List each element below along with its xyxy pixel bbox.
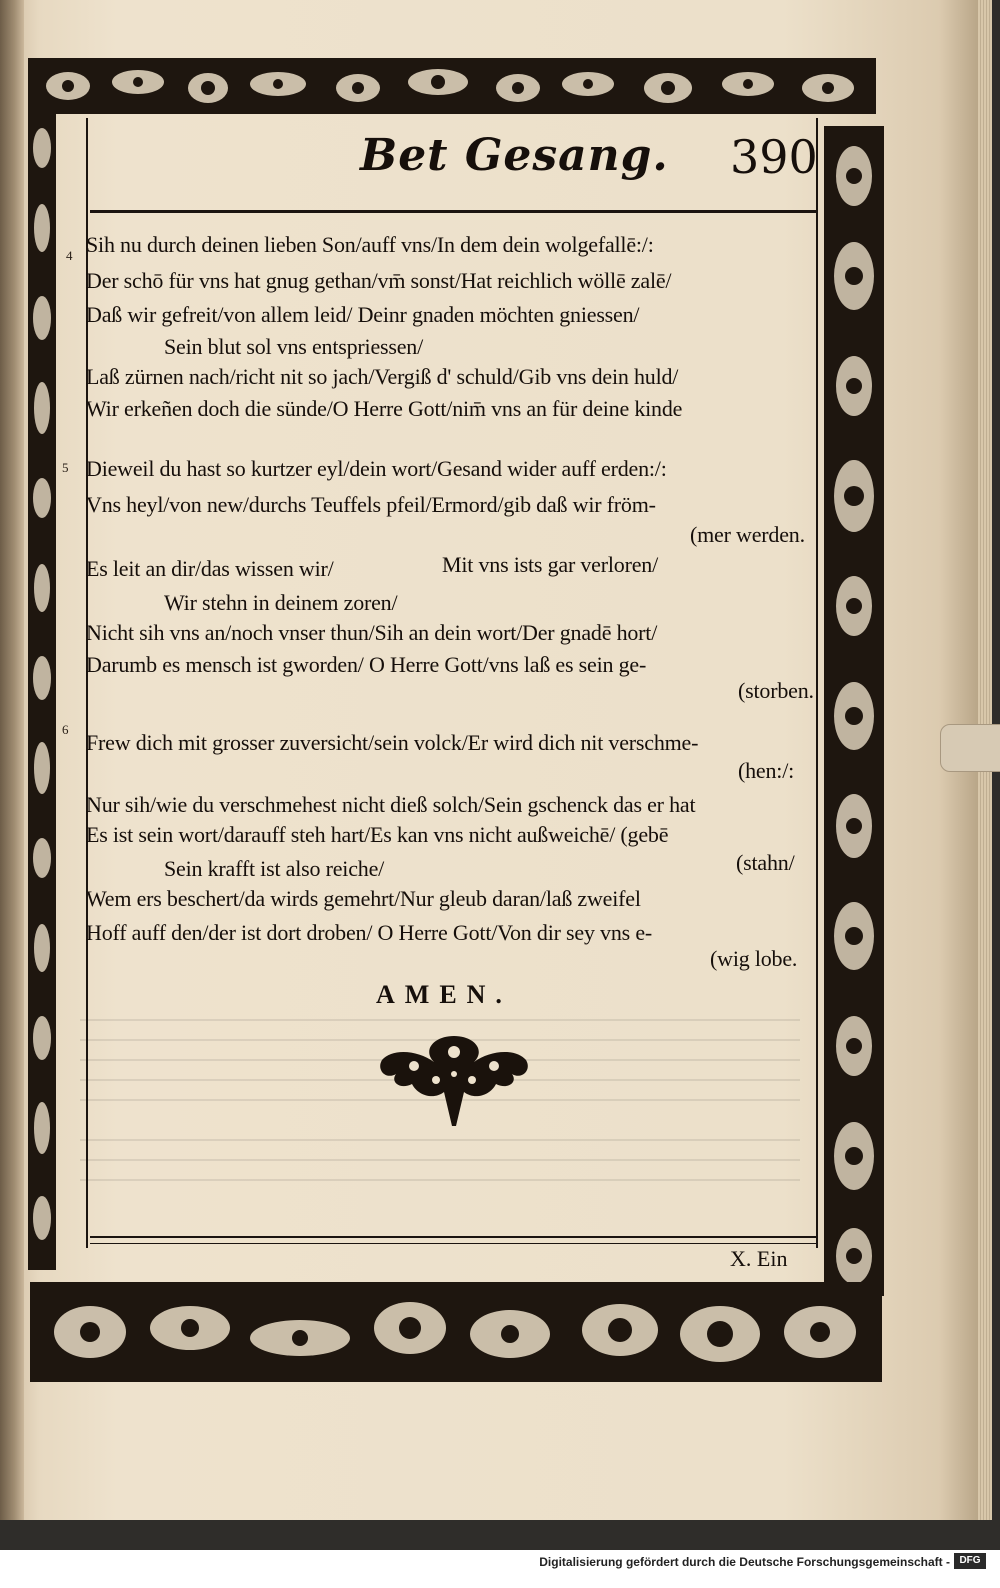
verse-line: Es leit an dir/das wissen wir/ xyxy=(86,556,334,581)
verse-line: Vns heyl/von new/durchs Teuffels pfeil/Ermord/gib daß wir fröm- xyxy=(86,492,656,517)
fleuron-ornament xyxy=(374,1030,534,1130)
verse-line: Darumb es mensch ist gworden/ O Herre Gott/vns laß es sein ge- xyxy=(86,652,647,677)
ornament-border-top xyxy=(28,58,876,114)
verse-line: (storben. xyxy=(738,678,814,703)
verse-line: Der schō für vns hat gnug gethan/vm̄ sonst/Hat reichlich wöllē zalē/ xyxy=(86,268,672,293)
foot-rule-thin xyxy=(90,1243,816,1244)
verse-line: Dieweil du hast so kurtzer eyl/dein wort/Gesand wider auff erden:/: xyxy=(86,456,667,481)
verse-line: Hoff auff den/der ist dort droben/ O Herre Gott/Von dir sey vns e- xyxy=(86,920,653,945)
verse-line: Sein blut sol vns entspriessen/ xyxy=(164,334,424,359)
page-tab-marker xyxy=(940,724,1000,772)
verse-line: (wig lobe. xyxy=(710,946,798,971)
footer-credit: Digitalisierung gefördert durch die Deutsche Forschungsgemeinschaft - xyxy=(539,1555,950,1569)
ornament-border-right xyxy=(824,126,884,1296)
verse-line: Sih nu durch deinen lieben Son/auff vns/In dem dein wolgefallē:/: xyxy=(86,232,654,257)
verse-line: Daß wir gefreit/von allem leid/ Deinr gnaden möchten gniessen/ xyxy=(86,302,640,327)
verse-line: (mer werden. xyxy=(690,522,805,547)
verse-line: Sein krafft ist also reiche/ xyxy=(164,856,385,881)
verse-line: Es ist sein wort/darauff steh hart/Es kan vns nicht außweichē/ (gebē xyxy=(86,822,669,847)
verse-line: (stahn/ xyxy=(736,850,795,875)
verse-line: Frew dich mit grosser zuversicht/sein volck/Er wird dich nit verschme- xyxy=(86,730,699,755)
ornament-border-bottom xyxy=(30,1282,882,1382)
page-number: 390 xyxy=(730,130,818,184)
dfg-logo: DFG xyxy=(954,1553,986,1569)
verse-line: Wir erkeñen doch die sünde/O Herre Gott/nim̄ vns an für deine kinde xyxy=(86,396,683,421)
foot-rule xyxy=(90,1236,816,1238)
catchword: X. Ein xyxy=(730,1246,788,1271)
running-head: Bet Gesang. xyxy=(360,130,669,181)
verse-line: Wem ers beschert/da wirds gemehrt/Nur gleub daran/laß zweifel xyxy=(86,886,641,911)
verse-line: Laß zürnen nach/richt nit so jach/Vergiß d' schuld/Gib vns dein huld/ xyxy=(86,364,679,389)
verse-line: Mit vns ists gar verloren/ xyxy=(442,552,658,577)
book-spine-shadow xyxy=(0,0,24,1520)
amen-closing: AMEN. xyxy=(376,980,512,1009)
verse-line: (hen:/: xyxy=(738,758,795,783)
head-rule xyxy=(90,210,816,213)
verse-number: 4 xyxy=(66,248,73,263)
ornament-border-left xyxy=(28,108,56,1270)
verse-line: Nur sih/wie du verschmehest nicht dieß solch/Sein gschenck das er hat xyxy=(86,792,696,817)
verse-line: Nicht sih vns an/noch vnser thun/Sih an dein wort/Der gnadē hort/ xyxy=(86,620,658,645)
verse-line: Wir stehn in deinem zoren/ xyxy=(164,590,398,615)
verse-number: 6 xyxy=(62,722,69,737)
verse-number: 5 xyxy=(62,460,69,475)
frame-rule-right xyxy=(816,118,818,1248)
